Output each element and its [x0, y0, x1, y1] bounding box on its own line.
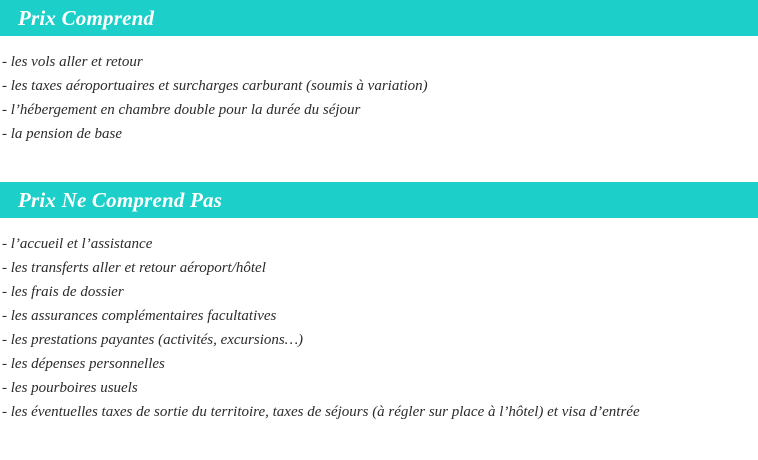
section-body-excluded: [0, 218, 758, 424]
section-header-excluded: [0, 182, 758, 218]
list-item: - les transferts aller et retour aéroport/hôtel: [2, 260, 266, 276]
list-item: - les éventuelles taxes de sortie du territoire, taxes de séjours (à régler sur place à l’hôtel) et visa d’entrée: [2, 404, 640, 420]
section-price-included: [0, 0, 758, 146]
section-title-excluded: Prix Ne Comprend Pas: [18, 187, 223, 212]
list-item: - l’hébergement en chambre double pour la durée du séjour: [2, 102, 361, 118]
list-item: - les vols aller et retour: [2, 54, 143, 70]
list-item: - les assurances complémentaires facultatives: [2, 308, 277, 324]
list-item: - les prestations payantes (activités, excursions…): [2, 332, 304, 348]
list-item: - les taxes aéroportuaires et surcharges carburant (soumis à variation): [2, 78, 428, 94]
section-title-included: Prix Comprend: [18, 5, 155, 30]
section-body-included: [0, 36, 758, 146]
section-price-excluded: [0, 182, 758, 424]
list-item: - les frais de dossier: [2, 284, 124, 300]
list-item: - les dépenses personnelles: [2, 356, 165, 372]
section-divider-space: [0, 146, 758, 182]
list-item: - la pension de base: [2, 126, 122, 142]
list-item: - les pourboires usuels: [2, 380, 138, 396]
list-item: - l’accueil et l’assistance: [2, 236, 153, 252]
section-header-included: [0, 0, 758, 36]
